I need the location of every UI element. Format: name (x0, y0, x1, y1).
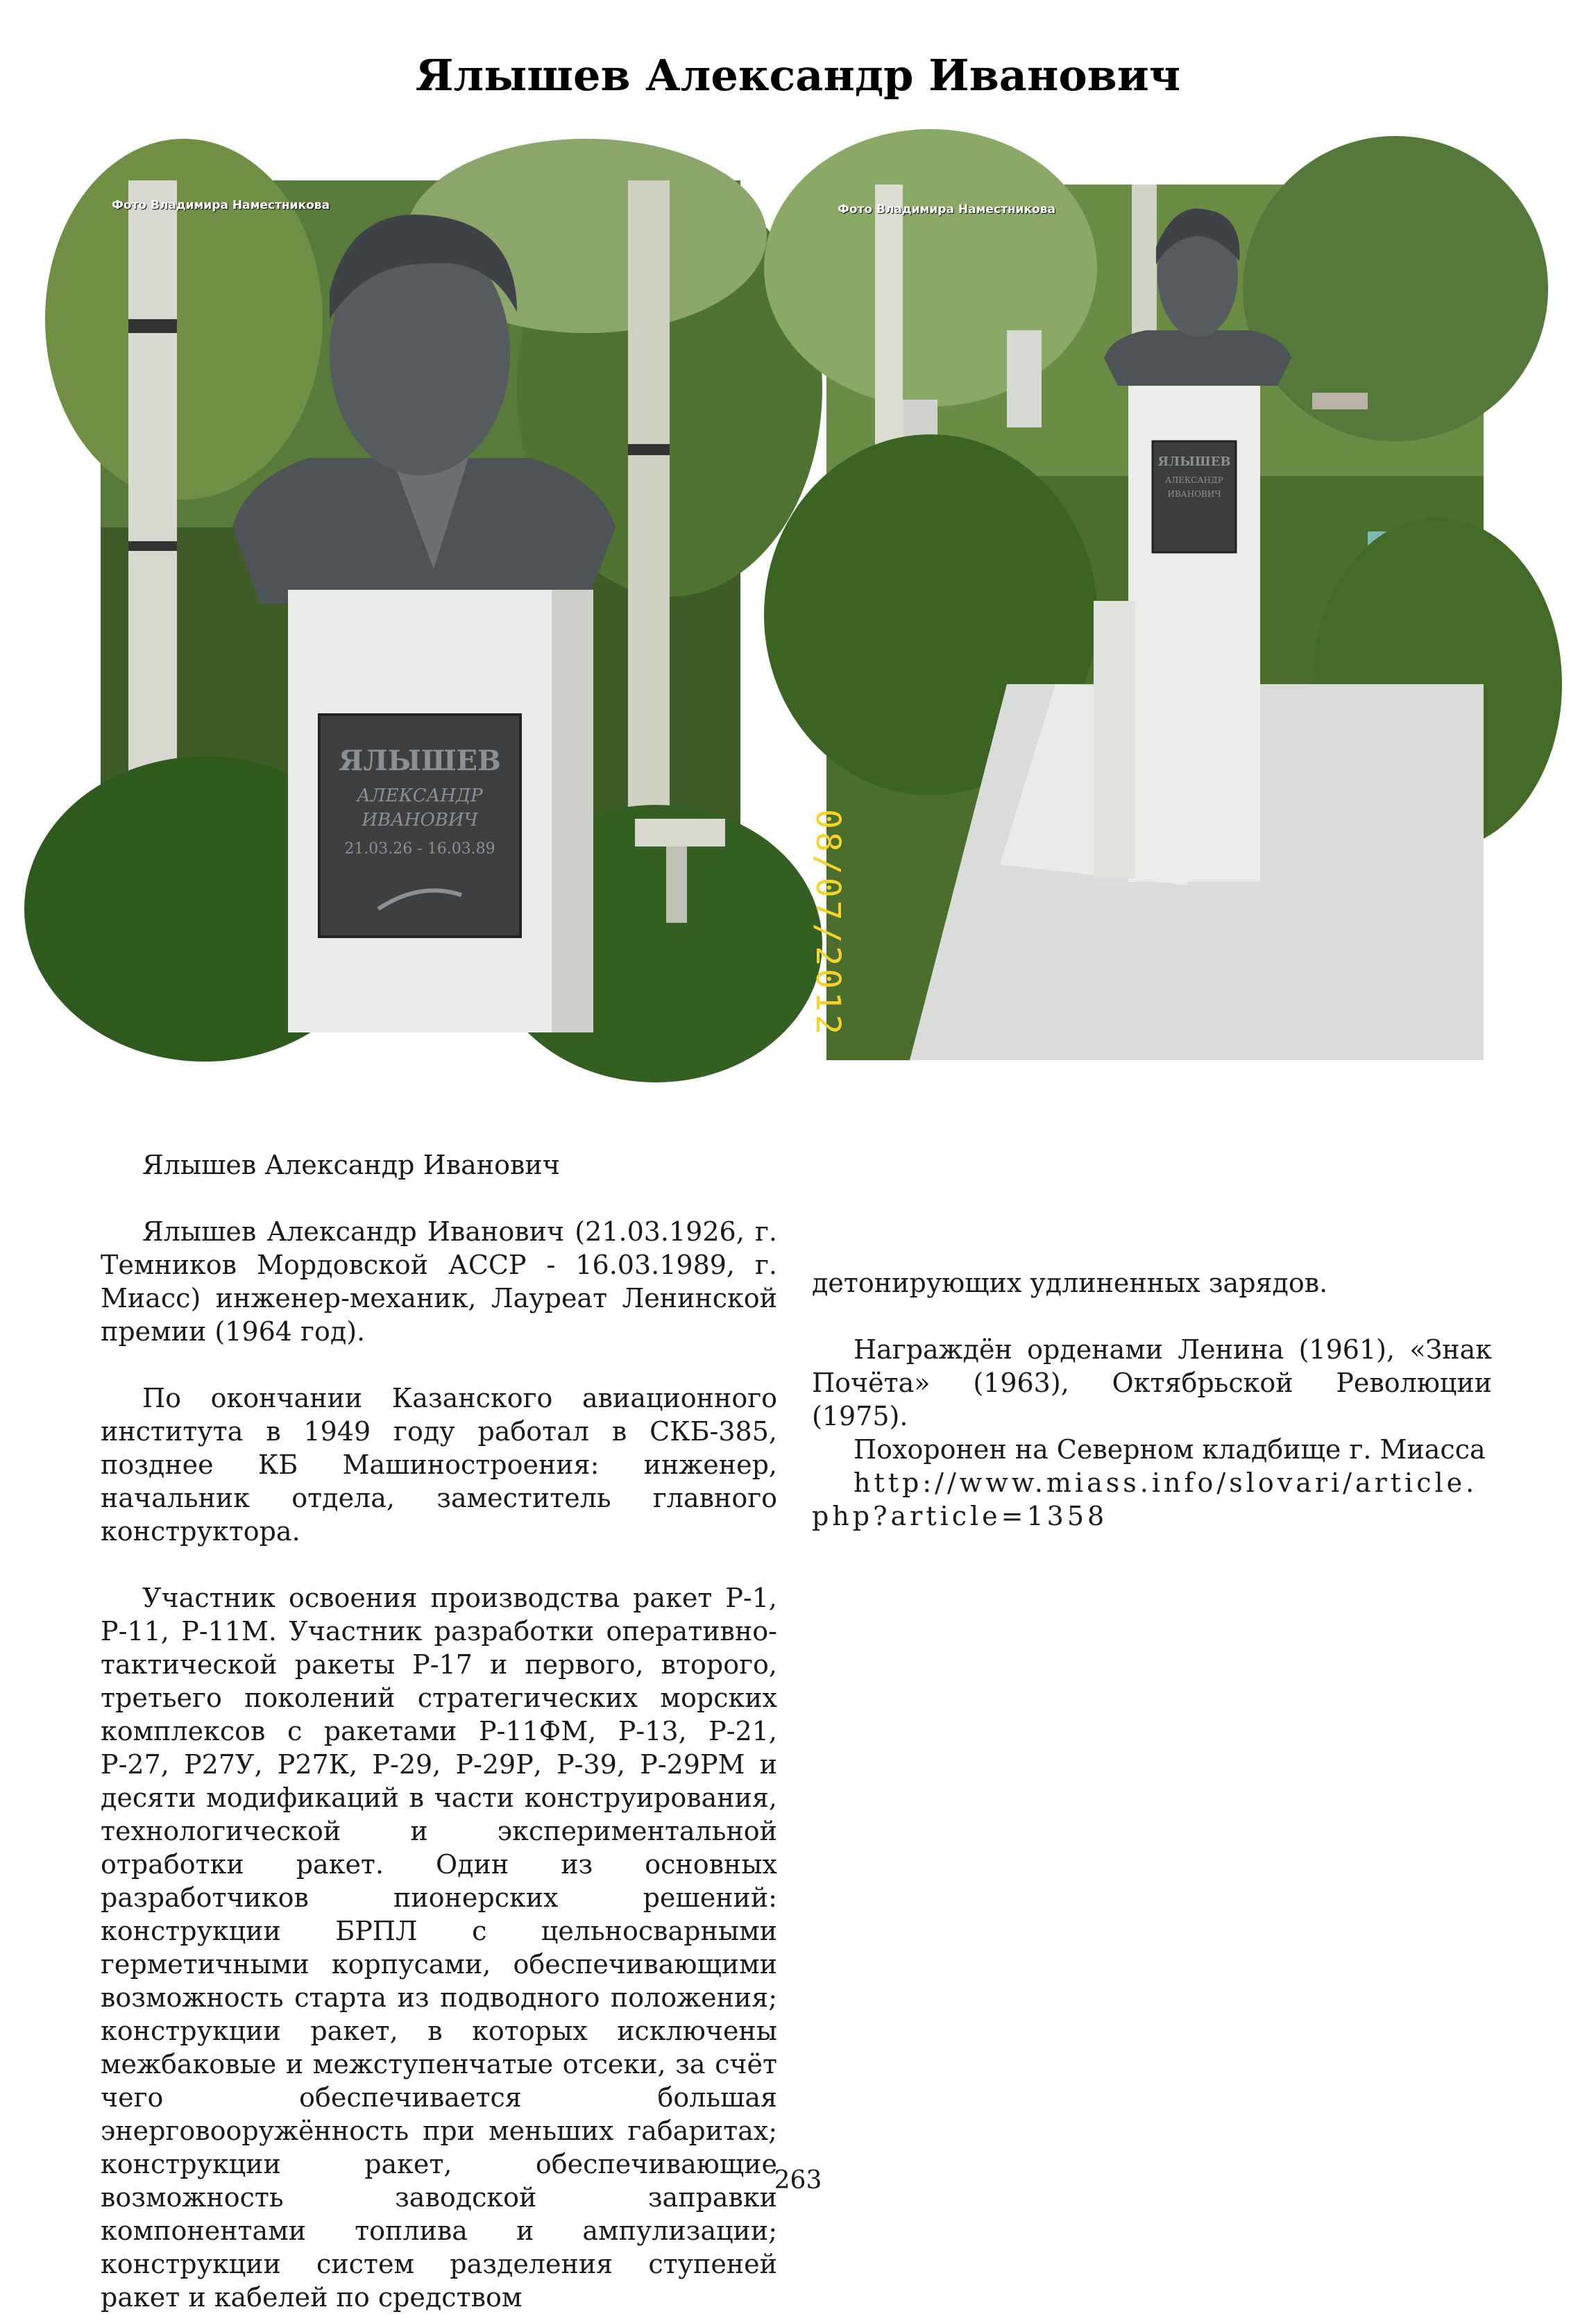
photo-credit: Фото Владимира Наместникова (112, 198, 330, 212)
paragraph-bio: Ялышев Александр Иванович (21.03.1926, г. Темников Мордовской АССР - 16.03.1989, г. Миасс) инженер-механик, Лауреат Ленинской премии (1964 год). (101, 1216, 777, 1347)
plaque-line-2: АЛЕКСАНДР (1165, 475, 1223, 485)
plaque-line-4: 21.03.26 - 16.03.89 (344, 840, 495, 858)
plaque-line-3: ИВАНОВИЧ (1167, 489, 1221, 499)
grave-overview-photo (808, 185, 1484, 1060)
grave-overview-image (826, 185, 1484, 1060)
plaque-line-1: ЯЛЫШЕВ (339, 745, 501, 777)
camera-date-stamp: 08/07/2012 (808, 809, 847, 1037)
paragraph-awards: Награждён орденами Ленина (1961), «Знак Почёта» (1963), Октябрьской Революции (1975). (812, 1334, 1492, 1431)
source-url[interactable]: http://www.miass.info/slovari/article.php?article=1358 (812, 1467, 1478, 1531)
monument-closeup-photo (101, 180, 740, 1032)
article-column-right (812, 1266, 1492, 1533)
source-link[interactable] (812, 1466, 1492, 1533)
page-title: Ялышев Александр Иванович (415, 50, 1181, 101)
monument-closeup-image (101, 180, 740, 1032)
paragraph-burial: Похоронен на Северном кладбище г. Миасса (854, 1434, 1486, 1465)
article-heading: Ялышев Александр Иванович (142, 1150, 560, 1180)
page-number: 263 (774, 2166, 822, 2195)
photo-credit: Фото Владимира Наместникова (838, 203, 1056, 216)
paragraph-achievements: Участник освоения производства ракет Р-1, Р-11, Р-11М. Участник разработки оперативно-тактической ракеты Р-17 и первого, второго, третьего поколений стратегических морских комплексов с ракетами Р-11ФМ, Р-13, Р-21, Р-27, Р27У, Р27К, Р-29, Р-29Р, Р-39, Р-29РМ и десяти модификаций в части конструирования, технологической и экспериментальной отработки ракет. Один из основных разработчиков пионерских решений: конструкции БРПЛ с цельносварными герметичными корпусами, обеспечивающими возможность старта из подводного положения; конструкции ракет, в которых исключены межбаковые и межступенчатые отсеки, за счёт чего обеспечивается большая энерговооружённость при меньших габаритах; конструкции ракет, обеспечивающие возможность заводской заправки компонентами топлива и ампулизации; конструкции систем разделения ступеней ракет и кабелей по средством (101, 1583, 777, 2313)
paragraph-career: По окончании Казанского авиационного института в 1949 году работал в СКБ-385, позднее КБ Машиностроения: инженер, начальник отдела, заместитель главного конструктора. (101, 1383, 777, 1547)
plaque-line-2: АЛЕКСАНДР (357, 785, 483, 806)
plaque-line-3: ИВАНОВИЧ (362, 810, 478, 831)
paragraph-achievements-continued: детонирующих удлиненных зарядов. (812, 1268, 1328, 1298)
plaque-line-1: ЯЛЫШЕВ (1157, 454, 1231, 469)
article-column-left (101, 1148, 777, 2314)
